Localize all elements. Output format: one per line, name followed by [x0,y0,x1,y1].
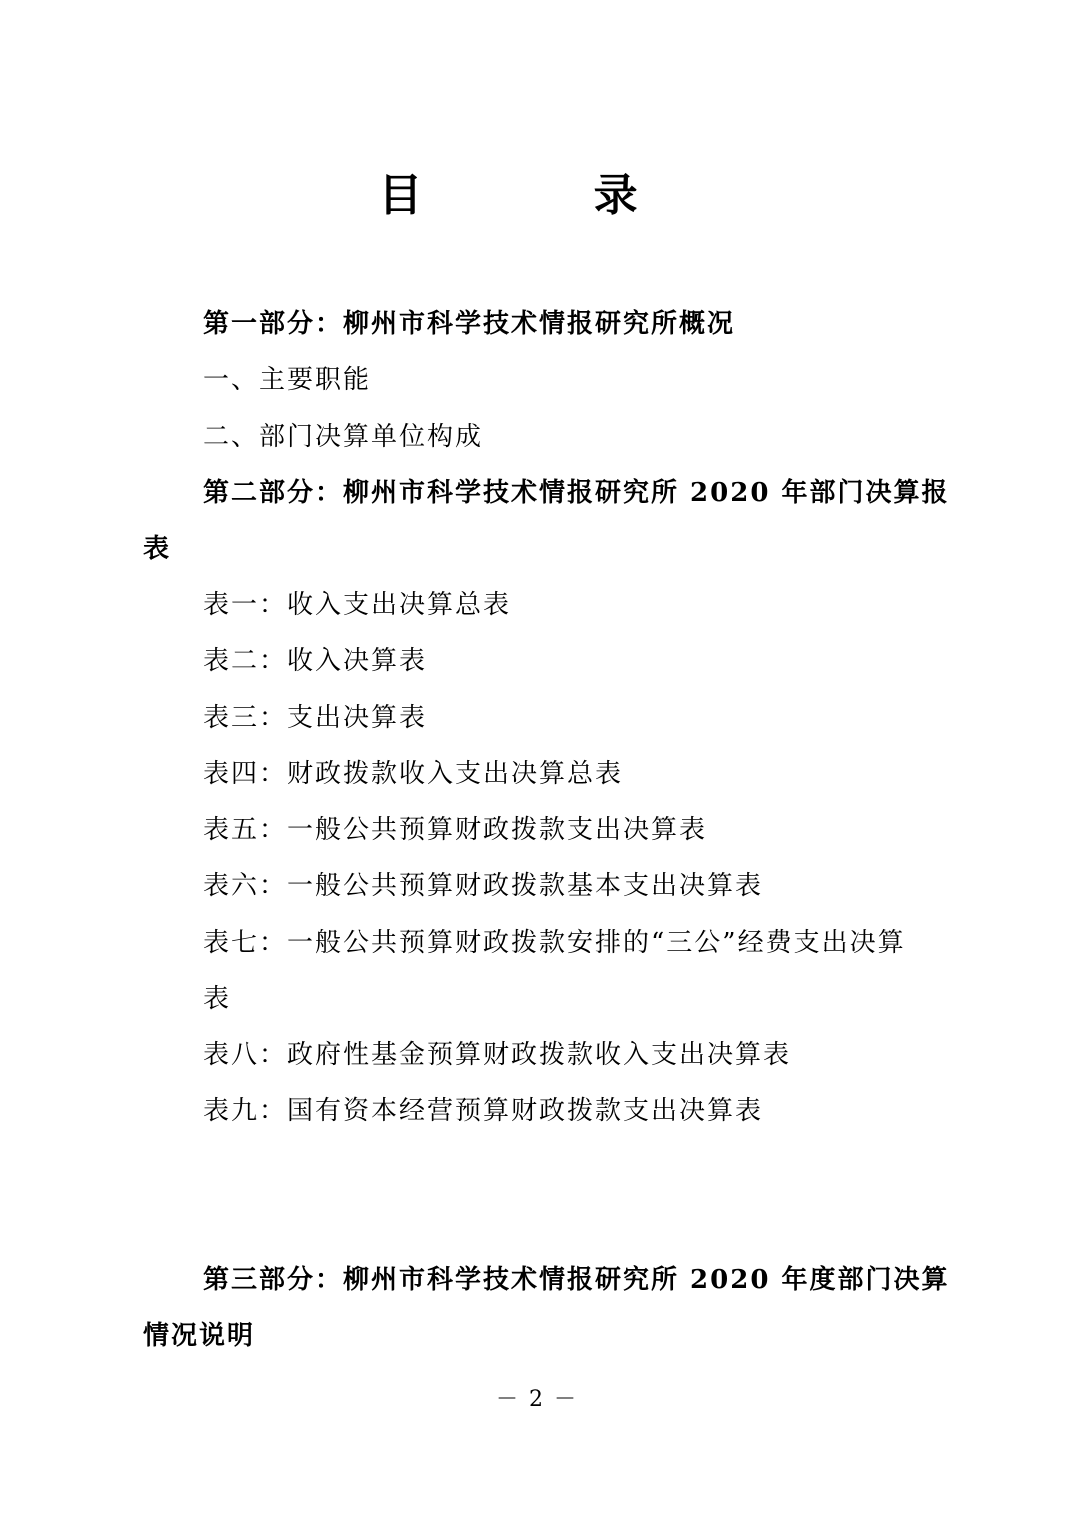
toc-table-7-line2: 表 [203,984,232,1014]
part1-heading: 第一部分：柳州市科学技术情报研究所概况 [203,309,736,339]
toc-table-9: 表九：国有资本经营预算财政拨款支出决算表 [203,1096,764,1126]
toc-item-main-functions: 一、主要职能 [203,365,372,395]
toc-table-8: 表八：政府性基金预算财政拨款收入支出决算表 [203,1040,792,1070]
part2-heading-line1: 第二部分：柳州市科学技术情报研究所 2020 年部门决算报 [203,478,950,508]
toc-table-6: 表六：一般公共预算财政拨款基本支出决算表 [203,871,764,901]
toc-table-2: 表二：收入决算表 [203,646,428,676]
part3-heading-line2: 情况说明 [143,1321,256,1351]
toc-table-1: 表一：收入支出决算总表 [203,590,512,620]
toc-item-unit-composition: 二、部门决算单位构成 [203,422,484,452]
toc-table-5: 表五：一般公共预算财政拨款支出决算表 [203,815,708,845]
part2-heading-line2: 表 [143,534,172,564]
toc-table-3: 表三：支出决算表 [203,703,428,733]
page-number: － 2 － [496,1387,578,1412]
toc-table-7-line1: 表七：一般公共预算财政拨款安排的“三公”经费支出决算 [203,928,906,958]
part3-heading-line1: 第三部分：柳州市科学技术情报研究所 2020 年度部门决算 [203,1265,950,1295]
page-title: 目 录 [378,170,716,221]
toc-table-4: 表四：财政拨款收入支出决算总表 [203,759,624,789]
